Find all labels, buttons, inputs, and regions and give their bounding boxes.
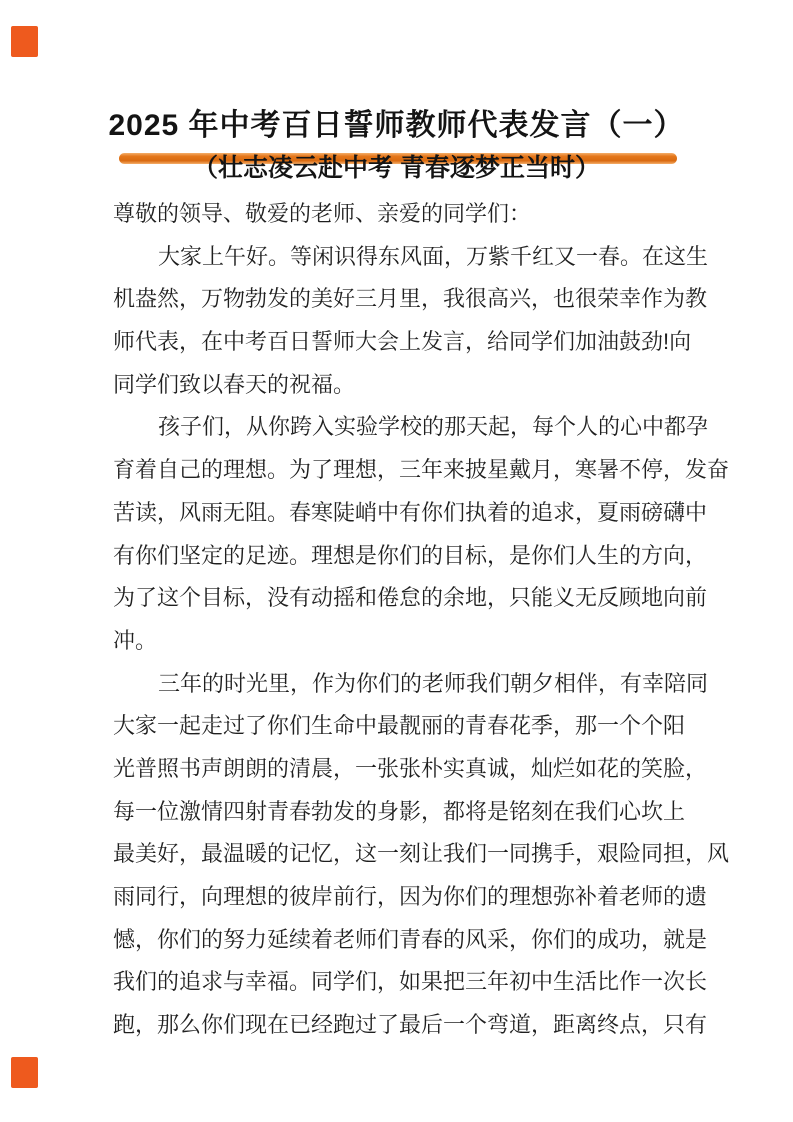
body-line: 苦读，风雨无阻。春寒陡峭中有你们执着的追求，夏雨磅礴中 xyxy=(113,499,708,525)
body-line: 为了这个目标，没有动摇和倦怠的余地，只能义无反顾地向前 xyxy=(113,585,708,611)
body-line: 大家上午好。等闲识得东风面，万紫千红又一春。在这生 xyxy=(158,243,709,269)
body-line: 光普照书声朗朗的清晨，一张张朴实真诚，灿烂如花的笑脸， xyxy=(113,755,708,781)
body-line: 我们的追求与幸福。同学们，如果把三年初中生活比作一次长 xyxy=(113,969,708,995)
body-line: 冲。 xyxy=(113,627,158,653)
body-line: 育着自己的理想。为了理想，三年来披星戴月，寒暑不停，发奋 xyxy=(113,457,730,483)
body-line: 最美好，最温暖的记忆，这一刻让我们一同携手，艰险同担，风 xyxy=(113,841,730,867)
body-line: 师代表，在中考百日誓师大会上发言，给同学们加油鼓劲!向 xyxy=(113,329,692,355)
corner-decoration-top xyxy=(11,26,38,57)
body-line: 每一位激情四射青春勃发的身影，都将是铭刻在我们心坎上 xyxy=(113,798,686,824)
document-subtitle: （壮志凌云赴中考 青春逐梦正当时） xyxy=(193,154,600,182)
body-line: 孩子们，从你跨入实验学校的那天起，每个人的心中都孕 xyxy=(158,414,709,440)
body-line: 大家一起走过了你们生命中最靓丽的青春花季，那一个个阳 xyxy=(113,713,686,739)
body-line: 有你们坚定的足迹。理想是你们的目标，是你们人生的方向， xyxy=(113,542,708,568)
salutation-line: 尊敬的领导、敬爱的老师、亲爱的同学们： xyxy=(113,201,532,226)
body-line: 三年的时光里，作为你们的老师我们朝夕相伴，有幸陪同 xyxy=(158,670,709,696)
body-line: 同学们致以春天的祝福。 xyxy=(113,371,356,397)
body-line: 雨同行，向理想的彼岸前行，因为你们的理想弥补着老师的遗 xyxy=(113,884,708,909)
document-body xyxy=(113,193,730,1047)
body-line: 跑，那么你们现在已经跑过了最后一个弯道，距离终点，只有 xyxy=(113,1012,708,1038)
corner-decoration-bottom xyxy=(11,1057,38,1088)
document-title: 2025 年中考百日誓师教师代表发言（一） xyxy=(108,109,685,142)
body-line: 机盎然，万物勃发的美好三月里，我很高兴，也很荣幸作为教 xyxy=(113,286,708,312)
body-line: 憾，你们的努力延续着老师们青春的风采，你们的成功，就是 xyxy=(113,926,708,952)
subtitle-block xyxy=(113,148,680,190)
